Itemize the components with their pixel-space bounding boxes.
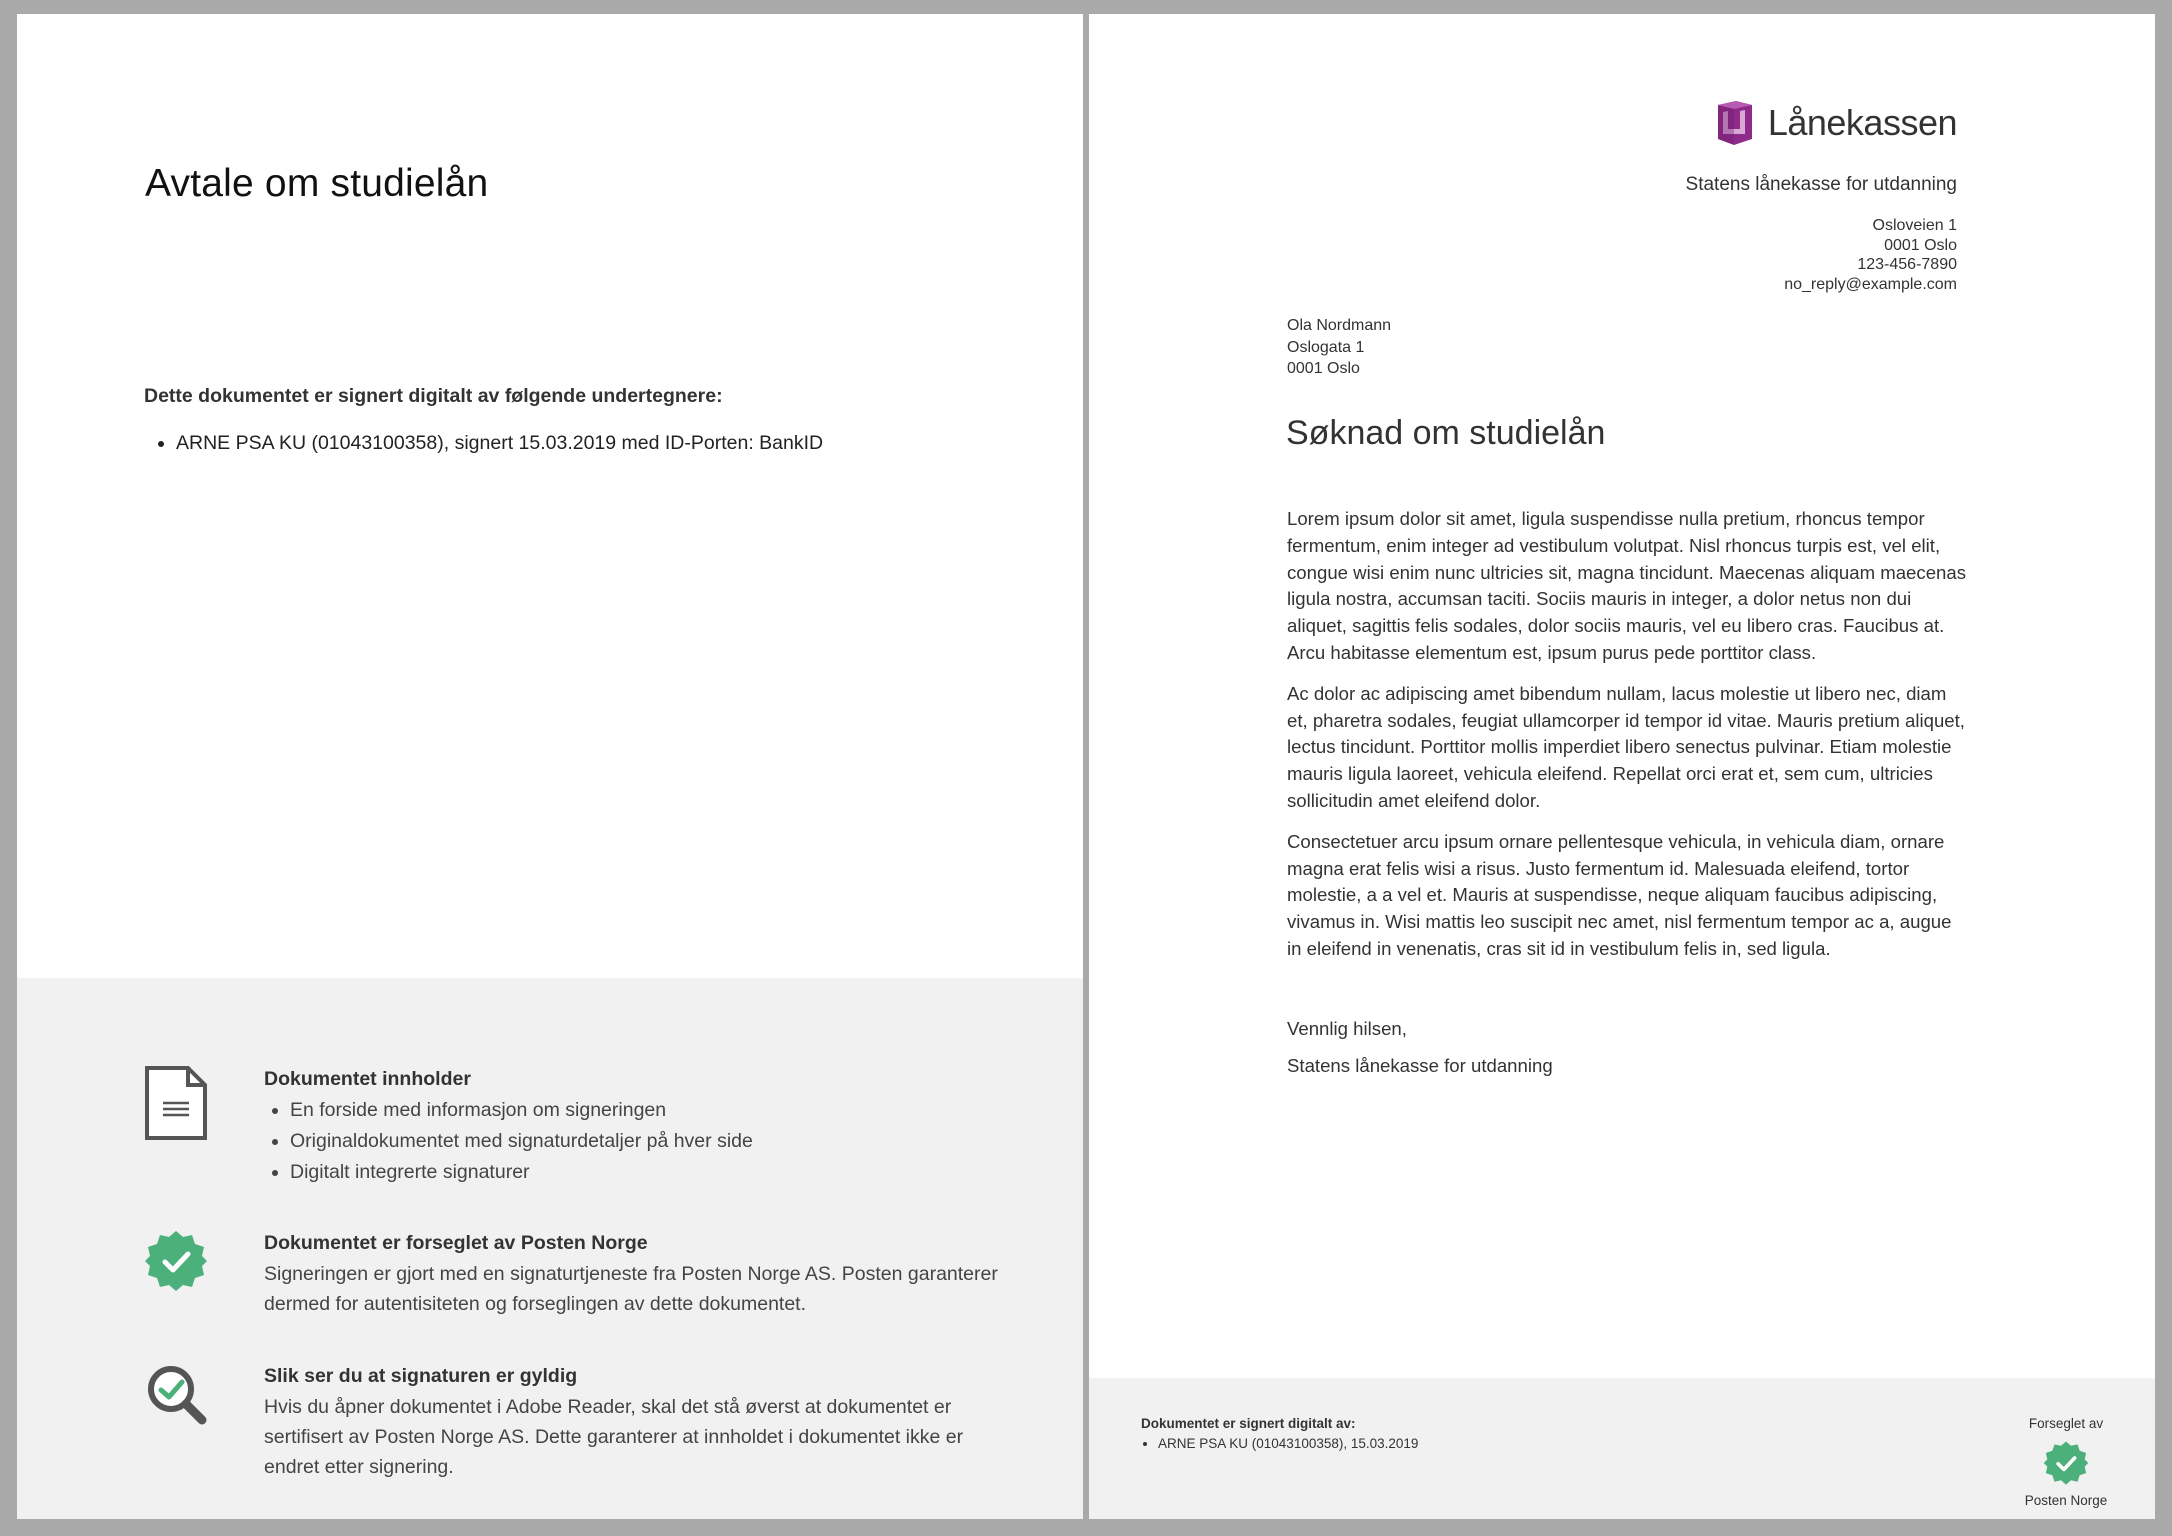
info-heading: Slik ser du at signaturen er gyldig bbox=[264, 1365, 578, 1387]
lanekassen-logo bbox=[1714, 99, 1957, 147]
letter-page bbox=[1089, 14, 2155, 1519]
cover-info-footer bbox=[17, 978, 1083, 1519]
info-text-sealed bbox=[264, 1229, 1004, 1319]
email-address: no_reply@example.com bbox=[1784, 275, 1957, 293]
list-item: • En forside med informasjon om signeringen bbox=[290, 1095, 1004, 1126]
closing-greeting: Vennlig hilsen, bbox=[1287, 1018, 1407, 1039]
info-body: Hvis du åpner dokumentet i Adobe Reader, skal det stå øverst at dokumentet er sertifisert av Posten Norge AS. Dette garanterer at innholdet i dokumentet ikke er endret etter signering. bbox=[264, 1396, 964, 1478]
body-paragraph: Ac dolor ac adipiscing amet bibendum nullam, lacus molestie ut libero nec, diam et, pharetra sodales, feugiat ullamcorper id tempor id vitae. Mauris pretium aliquet, lectus tincidunt. Porttitor mollis imperdiet libero senectus pulvinar. Etiam molestie mauris ligula laoreet, vehicula eleifend. Repellat orci erat et, sem cum, ultricies sollicitudin amet eleifend dolor. bbox=[1287, 682, 1965, 811]
cover-title: Avtale om studielån bbox=[145, 162, 489, 205]
signer-item: • ARNE PSA KU (01043100358), signert 15.03.2019 med ID-Porten: BankID bbox=[176, 432, 823, 455]
signers-heading: Dette dokumentet er signert digitalt av følgende undertegnere: bbox=[144, 385, 723, 407]
list-item: • Originaldokumentet med signaturdetaljer på hver side bbox=[290, 1126, 1004, 1157]
info-text-contents bbox=[264, 1065, 1004, 1188]
sender-organization: Statens lånekasse for utdanning bbox=[1685, 174, 1957, 195]
signers-list bbox=[144, 432, 823, 455]
seal-label: Forseglet av bbox=[2028, 1416, 2104, 1431]
document-icon bbox=[144, 1065, 208, 1141]
recipient-address bbox=[1287, 315, 1391, 380]
info-text-validity bbox=[264, 1362, 1004, 1482]
footer-signers-heading: Dokumentet er signert digitalt av: bbox=[1141, 1416, 1356, 1431]
footer-signer-item: • ARNE PSA KU (01043100358), 15.03.2019 bbox=[1158, 1434, 1418, 1454]
letter-body bbox=[1287, 506, 1967, 977]
closing-organization: Statens lånekasse for utdanning bbox=[1287, 1055, 1553, 1076]
signature-footer bbox=[1089, 1378, 2155, 1519]
seal-check-icon bbox=[144, 1229, 208, 1293]
contents-list bbox=[264, 1095, 1004, 1188]
body-paragraph: Lorem ipsum dolor sit amet, ligula suspendisse nulla pretium, rhoncus tempor fermentum, enim integer ad vestibulum volutpat. Nisl rhoncus turpis est, vel elit, congue wisi enim nunc ultricies sit, magna tincidunt. Maecenas aliquam maecenas ligula nostra, accumsan taciti. Sociis mauris in integer, a dolor netus non dui aliquet, sagittis felis sodales, dolor sociis mauris, vel eu libero cras. Faucibus at. Arcu habitasse elementum est, ipsum purus pede porttitor class. bbox=[1287, 508, 1967, 663]
recipient-postal: 0001 Oslo bbox=[1287, 360, 1360, 377]
sender-address bbox=[1784, 216, 1957, 294]
recipient-name: Ola Nordmann bbox=[1287, 317, 1392, 334]
seal-name: Posten Norge bbox=[2024, 1493, 2108, 1508]
address-line: 0001 Oslo bbox=[1884, 236, 1957, 254]
list-item: • Digitalt integrerte signaturer bbox=[290, 1157, 1004, 1188]
lanekassen-logo-icon bbox=[1714, 99, 1754, 147]
info-body: Signeringen er gjort med en signaturtjeneste fra Posten Norge AS. Posten garanterer dermed for autentisiteten og forseglingen av dette dokumentet. bbox=[264, 1263, 998, 1315]
phone-number: 123-456-7890 bbox=[1857, 256, 1957, 273]
info-heading: Dokumentet er forseglet av Posten Norge bbox=[264, 1232, 648, 1254]
letter-title: Søknad om studielån bbox=[1286, 414, 1606, 452]
cover-page bbox=[17, 14, 1083, 1519]
recipient-street: Oslogata 1 bbox=[1287, 338, 1365, 356]
seal-check-icon bbox=[2043, 1440, 2089, 1486]
footer-signers-list bbox=[1141, 1434, 1418, 1454]
info-heading: Dokumentet innholder bbox=[264, 1068, 471, 1090]
body-paragraph: Consectetuer arcu ipsum ornare pellentesque vehicula, in vehicula diam, ornare magna erat felis wisi a risus. Justo fermentum id. Malesuada eleifend, tortor molestie, a a vel et. Mauris at suspendisse, neque aliquam faucibus adipiscing, vivamus in. Wisi mattis leo suscipit nec amet, nisl fermentum tempor ac a, augue in eleifend in venenatis, cras sit id in vestibulum felis in, sed ligula. bbox=[1287, 830, 1952, 959]
magnifier-check-icon bbox=[144, 1362, 208, 1426]
letter-closing bbox=[1287, 1018, 1553, 1092]
address-line: Osloveien 1 bbox=[1872, 217, 1957, 234]
logo-text: Lånekassen bbox=[1767, 102, 1957, 143]
